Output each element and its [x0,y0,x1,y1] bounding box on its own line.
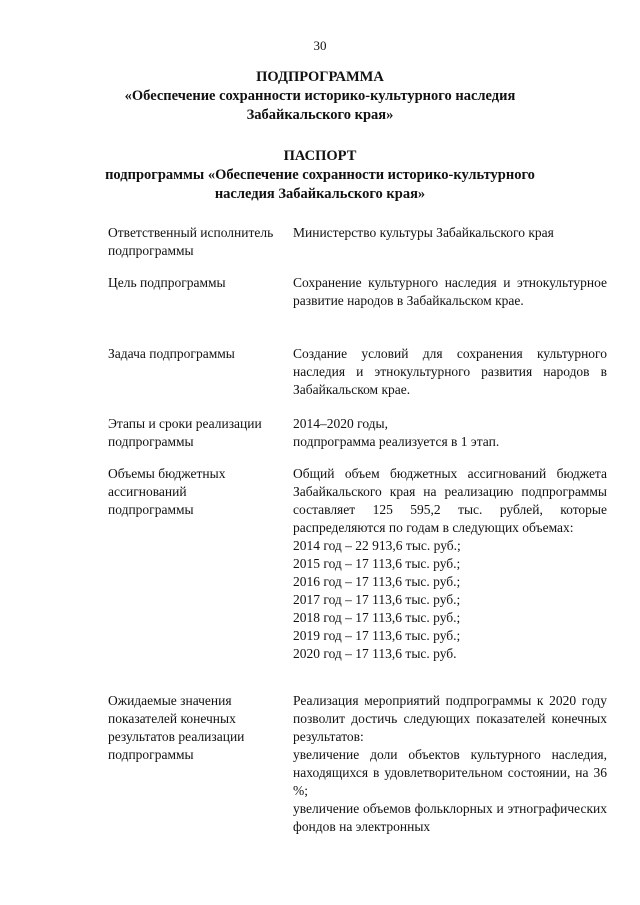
row-value-goal: Сохранение культурного наследия и этнокультурное развитие народов в Забайкальском крае. [293,275,607,308]
stages-count: подпрограмма реализуется в 1 этап. [293,434,500,449]
passport-heading [60,147,580,204]
row-label-executor: Ответственный исполнитель подпрограммы [108,225,274,258]
subprogram-heading-line2: «Обеспечение сохранности историко-культурного наследия [124,88,516,104]
subprogram-heading [60,68,580,125]
row-label-goal: Цель подпрограммы [108,275,226,290]
budget-year-2020: 2020 год – 17 113,6 тыс. руб. [293,646,457,661]
results-intro: Реализация мероприятий подпрограммы к 2020 году позволит достичь следующих показателей конечных результатов: [293,693,607,744]
passport-heading-line2: подпрограммы «Обеспечение сохранности историко-культурного [105,167,535,183]
page-number: 30 [313,38,327,53]
row-label-task: Задача подпрограммы [108,346,235,361]
row-value-executor: Министерство культуры Забайкальского края [293,225,554,240]
row-value-budget [293,465,607,663]
budget-year-2019: 2019 год – 17 113,6 тыс. руб.; [293,628,461,643]
budget-year-2016: 2016 год – 17 113,6 тыс. руб.; [293,574,461,589]
row-value-stages [293,415,607,451]
budget-year-2018: 2018 год – 17 113,6 тыс. руб.; [293,610,461,625]
budget-year-2014: 2014 год – 22 913,6 тыс. руб.; [293,538,461,553]
row-label-results: Ожидаемые значения показателей конечных результатов реализации подпрограммы [108,693,245,762]
results-item-1: увеличение доли объектов культурного наследия, находящихся в удовлетворительном состоянии, на 36 %; [293,747,607,798]
budget-year-2015: 2015 год – 17 113,6 тыс. руб.; [293,556,461,571]
stages-period: 2014–2020 годы, [293,416,389,431]
row-value-results [293,692,607,836]
subprogram-heading-line3: Забайкальского края» [246,107,394,123]
passport-heading-line3: наследия Забайкальского края» [214,186,426,202]
budget-year-2017: 2017 год – 17 113,6 тыс. руб.; [293,592,461,607]
subprogram-heading-line1: ПОДПРОГРАММА [256,69,384,85]
row-label-stages: Этапы и сроки реализации подпрограммы [108,416,262,449]
row-label-budget: Объемы бюджетных ассигнований подпрограммы [108,466,226,517]
budget-intro: Общий объем бюджетных ассигнований бюджета Забайкальского края на реализацию подпрограммы составляет 125 595,2 тыс. рублей, которые распределяются по годам в следующих объемах: [293,466,607,535]
row-value-task: Создание условий для сохранения культурного наследия и этнокультурного развития народов в Забайкальском крае. [293,346,607,397]
results-item-2: увеличение объемов фольклорных и этнографических фондов на электронных [293,801,607,834]
passport-heading-line1: ПАСПОРТ [283,148,357,164]
